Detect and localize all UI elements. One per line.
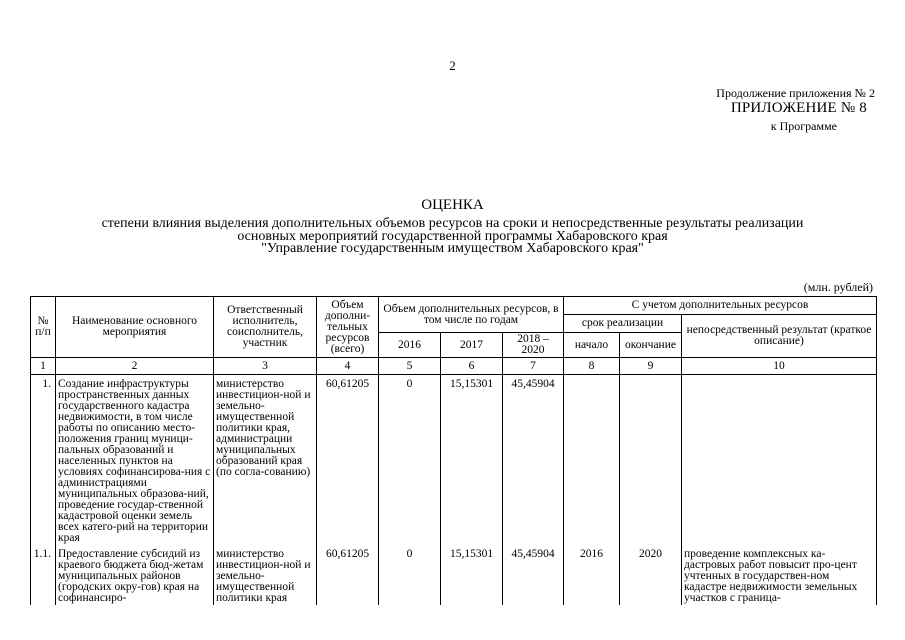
header-total-resources: Объем дополни-тельных ресурсов (всего)	[317, 297, 379, 358]
column-number-row	[31, 358, 877, 375]
column-number: 8	[564, 358, 620, 375]
document-subtitle	[60, 218, 845, 256]
page-number: 2	[449, 58, 456, 73]
appendix-title: ПРИЛОЖЕНИЕ № 8	[730, 100, 867, 116]
units-label: (млн. рублей)	[803, 280, 873, 294]
row-2017: 15,15301	[441, 545, 503, 605]
assessment-table	[30, 296, 877, 605]
header-with-additional-resources: С учетом дополнительных ресурсов	[564, 297, 877, 315]
row-index: 1.	[31, 375, 56, 546]
header-year-2016: 2016	[379, 333, 441, 358]
row-2018-2020: 45,45904	[503, 545, 564, 605]
header-number: № п/п	[31, 297, 56, 358]
row-2016: 0	[379, 375, 441, 546]
row-start: 2016	[564, 545, 620, 605]
header-end: окончание	[620, 333, 682, 358]
row-end: 2020	[620, 545, 682, 605]
header-year-2017: 2017	[441, 333, 503, 358]
row-2018-2020: 45,45904	[503, 375, 564, 546]
row-index: 1.1.	[31, 545, 56, 605]
column-number: 1	[31, 358, 56, 375]
column-number: 9	[620, 358, 682, 375]
header-implementation-period: срок реализации	[564, 315, 682, 333]
table-row	[31, 545, 877, 605]
header-direct-result: непосредственный результат (краткое описание)	[682, 315, 877, 358]
column-number: 6	[441, 358, 503, 375]
subtitle-line-1: степени влияния выделения дополнительных объемов ресурсов на сроки и непосредственные результаты реализации	[101, 216, 804, 231]
row-start	[564, 375, 620, 546]
continuation-note: Продолжение приложения № 2	[716, 86, 875, 100]
header-executor: Ответственный исполнитель, соисполнитель, участник	[214, 297, 317, 358]
program-reference: к Программе	[770, 119, 837, 133]
header-year-2018-2020: 2018 – 2020	[503, 333, 564, 358]
column-number: 3	[214, 358, 317, 375]
subtitle-line-3: "Управление государственным имуществом Хабаровского края"	[261, 241, 644, 256]
row-activity-name: Предоставление субсидий из краевого бюджета бюд-жетам муниципальных районов (городских окру-гов) края на софинансиро-	[56, 545, 214, 605]
row-activity-name: Создание инфраструктуры пространственных данных государственного кадастра недвижимости, в том числе работы по описанию место-положения границ муници-пальных образований и населенных пунктов на условиях софинансирова-ния с администрациями муниципальных образова-ний, проведение государ-ственной кадастровой оценки земель всех катего-рий на территории края	[56, 375, 214, 546]
row-result	[682, 375, 877, 546]
document-title: ОЦЕНКА	[421, 197, 484, 213]
row-result: проведение комплексных ка-дастровых работ повысит про-цент учтенных в государствен-ном кадастре недвижимости земельных участков с граница-	[682, 545, 877, 605]
header-start: начало	[564, 333, 620, 358]
header-resources-by-year: Объем дополнительных ресурсов, в том числе по годам	[379, 297, 564, 333]
column-number: 4	[317, 358, 379, 375]
row-end	[620, 375, 682, 546]
table-row	[31, 375, 877, 546]
column-number: 2	[56, 358, 214, 375]
row-executor: министерство инвестицион-ной и земельно-имущественной политики края, администрации муниципальных образований края (по согла-сованию)	[214, 375, 317, 546]
header-activity-name: Наименование основного мероприятия	[56, 297, 214, 358]
row-executor: министерство инвестицион-ной и земельно-имущественной политики края	[214, 545, 317, 605]
row-2016: 0	[379, 545, 441, 605]
row-total: 60,61205	[317, 545, 379, 605]
subtitle-line-2: основных мероприятий государственной программы Хабаровского края	[237, 228, 668, 244]
column-number: 7	[503, 358, 564, 375]
row-2017: 15,15301	[441, 375, 503, 546]
row-total: 60,61205	[317, 375, 379, 546]
column-number: 10	[682, 358, 877, 375]
column-number: 5	[379, 358, 441, 375]
